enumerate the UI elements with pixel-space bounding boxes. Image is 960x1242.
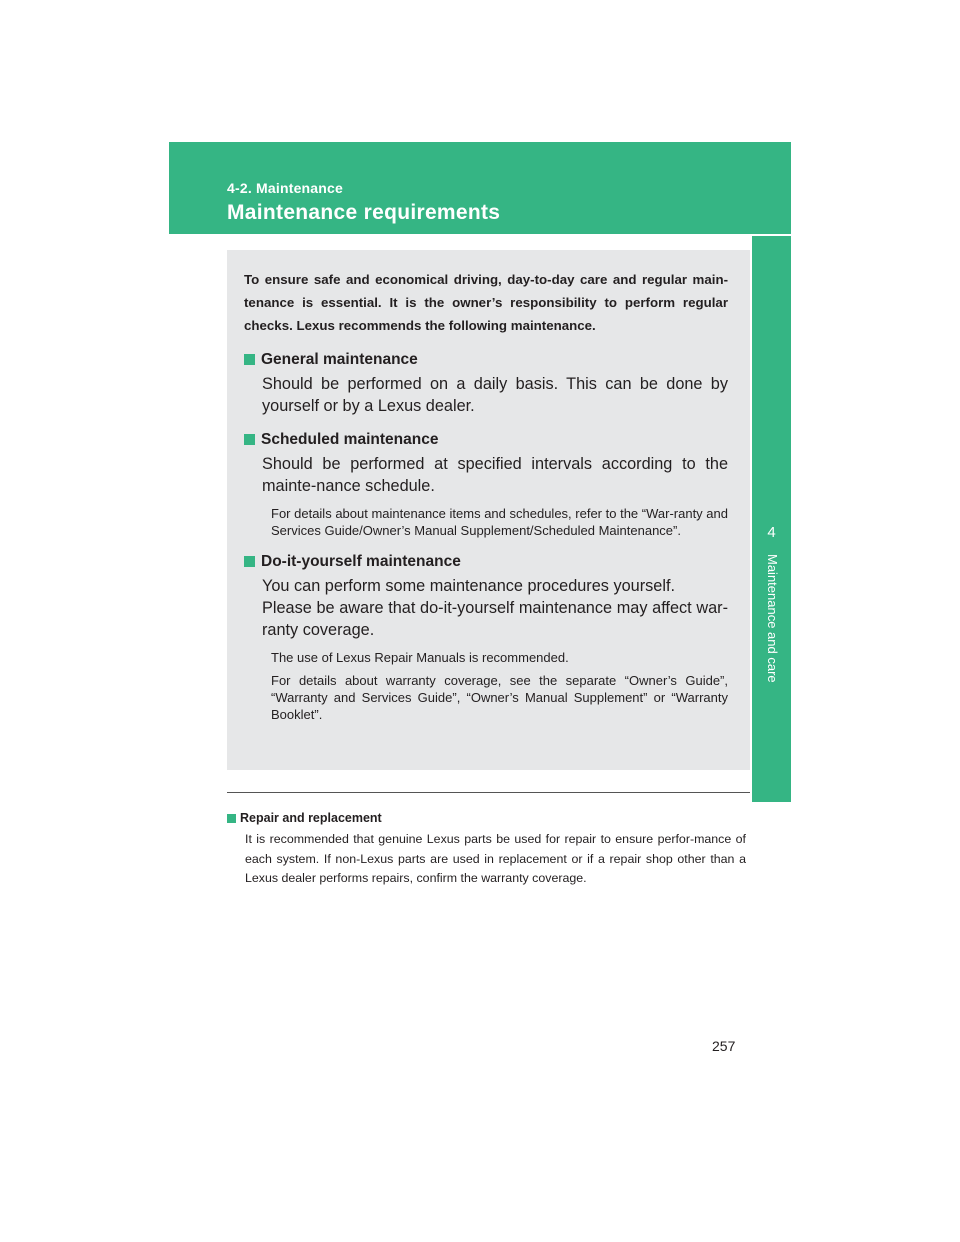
item-note: For details about warranty coverage, see the separate “Owner’s Guide”, “Warranty and Services Guide”, “Owner’s Manual Supplement” or “Warranty Booklet”. [271,673,728,722]
chapter-label: Maintenance and care [765,554,780,683]
intro-text: To ensure safe and economical driving, day-to-day care and regular main-tenance is essential. It is the owner’s responsibility to perform regular checks. Lexus recommends the following maintenance. [244,272,728,333]
scheduled-maintenance-item [244,429,728,539]
square-bullet-icon [244,556,255,567]
repair-heading-text: Repair and replacement [240,811,382,825]
page-number: 257 [712,1038,736,1054]
item-description-line: Please be aware that do-it-yourself maintenance may affect war-ranty coverage. [262,599,728,639]
square-bullet-icon [227,814,236,823]
square-bullet-icon [244,354,255,365]
square-bullet-icon [244,434,255,445]
repair-text: It is recommended that genuine Lexus parts be used for repair to ensure perfor-mance of each system. If non-Lexus parts are used in replacement or if a repair shop other than a Lexus dealer performs repairs, confirm the warranty coverage. [245,832,746,885]
item-heading: General maintenance [261,351,418,368]
section-divider [227,792,750,793]
item-description: Should be performed at specified intervals according to the mainte-nance schedule. [262,455,728,495]
chapter-side-tab[interactable] [752,236,791,802]
section-label: 4-2. Maintenance [227,180,344,196]
general-maintenance-item [244,349,728,417]
item-description-line: You can perform some maintenance procedures yourself. [262,577,675,595]
item-heading: Do-it-yourself maintenance [261,553,461,570]
page-title: Maintenance requirements [227,201,501,224]
item-heading: Scheduled maintenance [261,431,439,448]
item-description: Should be performed on a daily basis. This can be done by yourself or by a Lexus dealer. [262,375,728,415]
repair-heading [227,811,382,825]
diy-maintenance-item [244,551,728,723]
maintenance-info-box [227,250,750,770]
item-note: The use of Lexus Repair Manuals is recommended. [271,650,569,665]
item-note: For details about maintenance items and schedules, refer to the “War-ranty and Services Guide/Owner’s Manual Supplement/Scheduled Maintenance”. [271,506,728,538]
chapter-number: 4 [767,524,776,541]
